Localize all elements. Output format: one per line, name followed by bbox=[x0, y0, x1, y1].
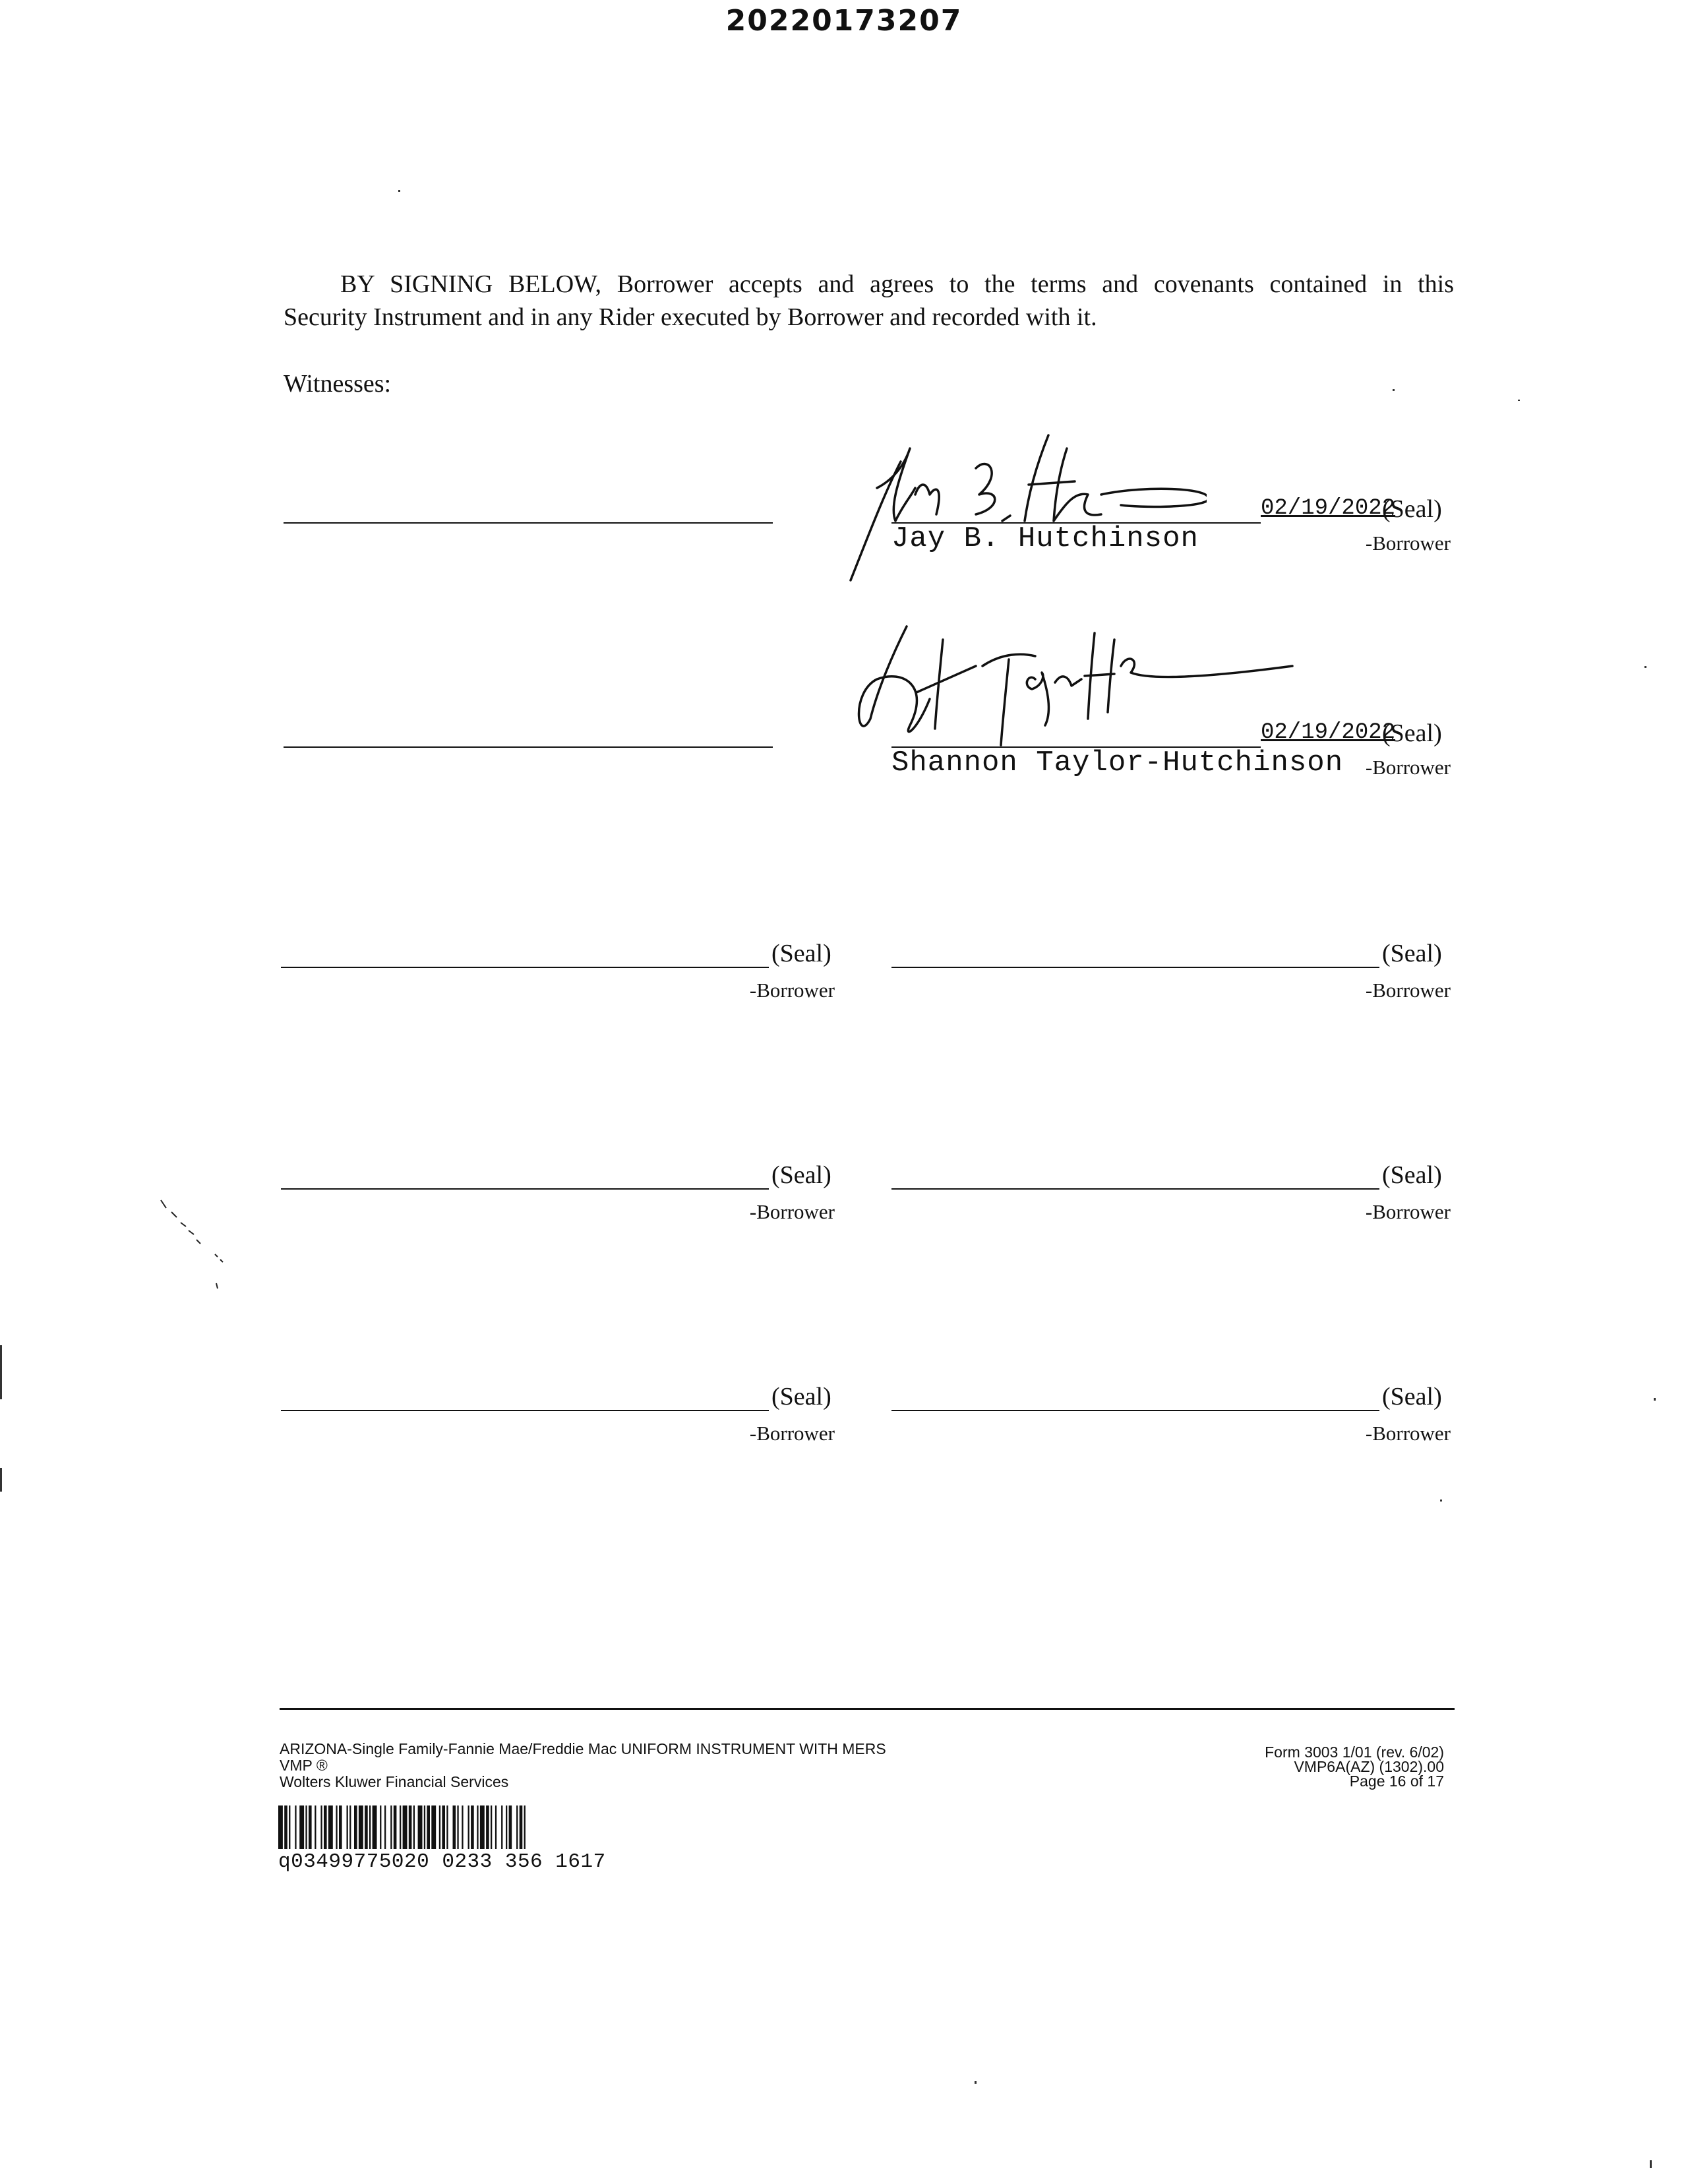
blank-signature-line-1 bbox=[281, 967, 769, 968]
barcode-bar bbox=[439, 1805, 440, 1849]
blank-seal-4: (Seal) bbox=[1382, 1161, 1442, 1189]
barcode-bar bbox=[339, 1805, 342, 1849]
scan-speck bbox=[975, 2081, 977, 2084]
blank-role-1: -Borrower bbox=[749, 979, 835, 1002]
barcode-bar bbox=[480, 1805, 485, 1849]
barcode-bar bbox=[477, 1805, 478, 1849]
footer-form-info bbox=[1174, 1745, 1444, 1788]
barcode-bar bbox=[400, 1805, 401, 1849]
barcode-bar bbox=[506, 1805, 507, 1849]
barcode-bar bbox=[324, 1805, 327, 1849]
barcode-bar bbox=[299, 1805, 304, 1849]
blank-seal-1: (Seal) bbox=[771, 940, 831, 967]
signing-statement-line-1: BY SIGNING BELOW, Borrower accepts and agrees to the terms and covenants contained in this bbox=[340, 270, 1454, 298]
barcode-bar bbox=[431, 1805, 436, 1849]
barcode-bar bbox=[427, 1805, 430, 1849]
barcode-bar bbox=[373, 1805, 377, 1849]
barcode-bar bbox=[491, 1805, 492, 1849]
barcode-bar bbox=[289, 1805, 290, 1849]
scan-edge-mark bbox=[0, 1468, 2, 1492]
borrower-1-role: -Borrower bbox=[1365, 531, 1451, 555]
footer-form-description bbox=[280, 1741, 886, 1790]
borrower-1-signature-image bbox=[837, 422, 1207, 593]
scan-speck bbox=[1393, 389, 1395, 391]
borrower-1-typed-name: Jay B. Hutchinson bbox=[891, 522, 1199, 555]
barcode-bar bbox=[349, 1805, 351, 1849]
barcode-bar bbox=[471, 1805, 474, 1849]
barcode-bar bbox=[328, 1805, 333, 1849]
barcode-bar bbox=[384, 1805, 386, 1849]
footer-page-number: Page 16 of 17 bbox=[1349, 1773, 1444, 1790]
blank-seal-6: (Seal) bbox=[1382, 1383, 1442, 1410]
barcode-bar bbox=[446, 1805, 448, 1849]
barcode-bar bbox=[369, 1805, 371, 1849]
blank-seal-2: (Seal) bbox=[1382, 940, 1442, 967]
scan-edge-mark bbox=[0, 1345, 2, 1399]
barcode-bar bbox=[468, 1805, 469, 1849]
blank-seal-3: (Seal) bbox=[771, 1161, 831, 1189]
borrower-1-seal: (Seal) bbox=[1382, 495, 1442, 523]
barcode-bar bbox=[305, 1805, 307, 1849]
blank-signature-line-6 bbox=[891, 1410, 1379, 1411]
barcode-bar bbox=[380, 1805, 381, 1849]
footer-form-code: VMP6A(AZ) (1302).00 bbox=[1294, 1758, 1444, 1775]
blank-signature-line-4 bbox=[891, 1188, 1379, 1190]
barcode-bar bbox=[359, 1805, 363, 1849]
barcode-bar bbox=[278, 1805, 283, 1849]
blank-role-2: -Borrower bbox=[1365, 979, 1451, 1002]
barcode-bar bbox=[315, 1805, 316, 1849]
barcode-bar bbox=[520, 1805, 523, 1849]
blank-signature-line-2 bbox=[891, 967, 1379, 968]
blank-signature-line-5 bbox=[281, 1410, 769, 1411]
footer-rule bbox=[280, 1708, 1455, 1710]
barcode-bar bbox=[509, 1805, 512, 1849]
footer-vmp-mark: VMP ® bbox=[280, 1757, 328, 1774]
barcode-bar bbox=[409, 1805, 412, 1849]
borrower-1-date: 02/19/2022 bbox=[1261, 496, 1396, 521]
barcode-bar bbox=[347, 1805, 348, 1849]
borrower-2-role: -Borrower bbox=[1365, 756, 1451, 779]
barcode-bar bbox=[501, 1805, 502, 1849]
barcode-number: q03499775020 0233 356 1617 bbox=[278, 1850, 606, 1873]
barcode-bar bbox=[354, 1805, 357, 1849]
barcode-bar bbox=[309, 1805, 312, 1849]
barcode-bar bbox=[424, 1805, 425, 1849]
barcode-bar bbox=[457, 1805, 458, 1849]
witness-signature-line-2 bbox=[284, 746, 773, 748]
footer-form-title: ARIZONA-Single Family-Fannie Mae/Freddie Mac UNIFORM INSTRUMENT WITH MERS bbox=[280, 1740, 886, 1757]
scan-speck bbox=[1654, 1398, 1656, 1401]
borrower-2-seal: (Seal) bbox=[1382, 719, 1442, 747]
barcode-bar bbox=[403, 1805, 407, 1849]
barcode-bar bbox=[495, 1805, 497, 1849]
footer-form-number: Form 3003 1/01 (rev. 6/02) bbox=[1265, 1744, 1444, 1761]
barcode-bar bbox=[320, 1805, 322, 1849]
footer-publisher: Wolters Kluwer Financial Services bbox=[280, 1773, 509, 1790]
blank-signature-line-3 bbox=[281, 1188, 769, 1190]
barcode-bar bbox=[284, 1805, 287, 1849]
blank-role-3: -Borrower bbox=[749, 1200, 835, 1223]
barcode-bar bbox=[365, 1805, 368, 1849]
witnesses-label: Witnesses: bbox=[284, 370, 392, 398]
barcode-bar bbox=[486, 1805, 489, 1849]
barcode-bar bbox=[336, 1805, 337, 1849]
borrower-2-typed-name: Shannon Taylor-Hutchinson bbox=[891, 746, 1344, 779]
signing-statement bbox=[284, 268, 1454, 334]
barcode-bar bbox=[453, 1805, 456, 1849]
document-barcode bbox=[278, 1805, 740, 1849]
barcode-bar bbox=[394, 1805, 397, 1849]
barcode-bar bbox=[418, 1805, 423, 1849]
recording-number: 20220173207 bbox=[725, 4, 963, 38]
barcode-bar bbox=[413, 1805, 415, 1849]
blank-role-6: -Borrower bbox=[1365, 1422, 1451, 1445]
barcode-bar bbox=[462, 1805, 463, 1849]
blank-role-5: -Borrower bbox=[749, 1422, 835, 1445]
scan-stray-marks bbox=[157, 1194, 236, 1292]
barcode-bar bbox=[390, 1805, 392, 1849]
scan-speck bbox=[1644, 666, 1646, 668]
scan-speck bbox=[398, 190, 400, 192]
barcode-bar bbox=[516, 1805, 518, 1849]
barcode-bar bbox=[524, 1805, 526, 1849]
signing-statement-line-2: Security Instrument and in any Rider executed by Borrower and recorded with it. bbox=[284, 303, 1097, 331]
scan-speck bbox=[1440, 1500, 1442, 1502]
barcode-bar bbox=[295, 1805, 296, 1849]
borrower-2-date: 02/19/2022 bbox=[1261, 720, 1396, 745]
scan-speck bbox=[1650, 2160, 1652, 2168]
blank-role-4: -Borrower bbox=[1365, 1200, 1451, 1223]
borrower-2-signature-image bbox=[851, 613, 1325, 765]
scan-speck bbox=[1518, 400, 1520, 401]
barcode-bar bbox=[442, 1805, 445, 1849]
blank-seal-5: (Seal) bbox=[771, 1383, 831, 1410]
witness-signature-line-1 bbox=[284, 522, 773, 524]
